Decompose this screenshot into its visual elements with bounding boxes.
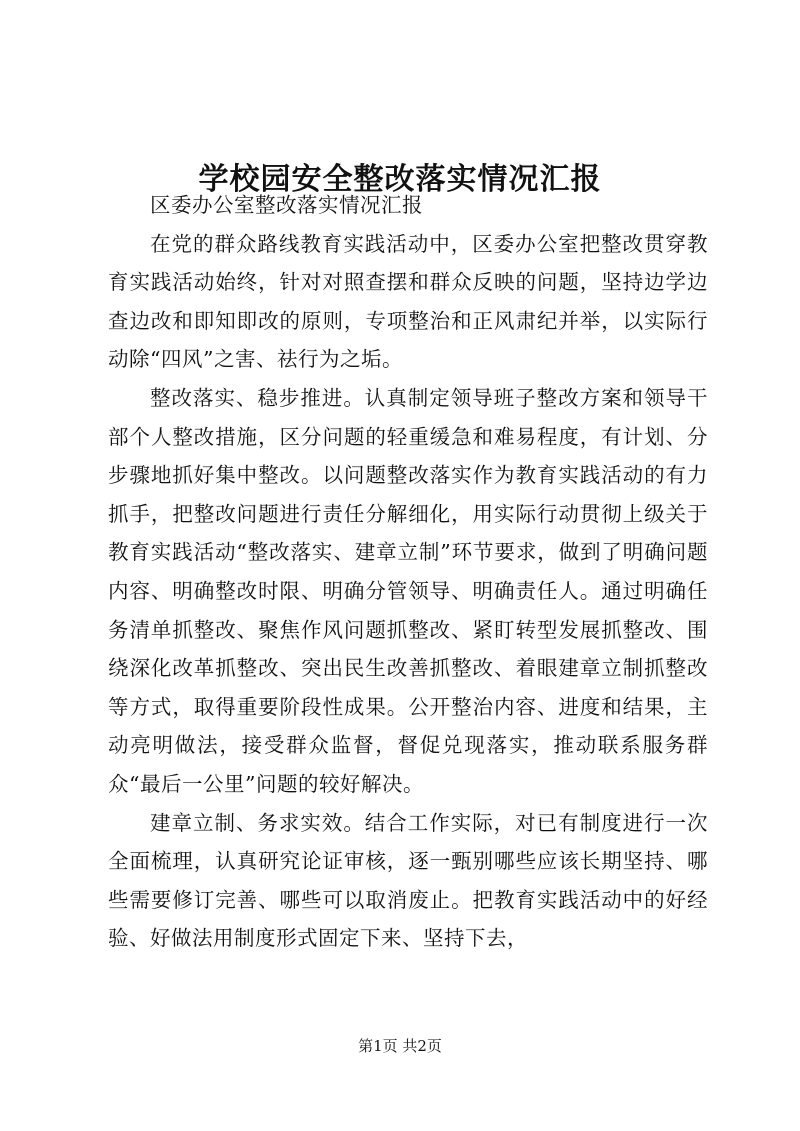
document-body bbox=[108, 186, 708, 958]
paragraph-subtitle: 区委办公室整改落实情况汇报 bbox=[150, 193, 423, 217]
paragraph-intro: 在党的群众路线教育实践活动中，区委办公室把整改贯穿教育实践活动始终，针对对照查摆和群众反映的问题，坚持边学边查边改和即知即改的原则，专项整治和正风肃纪并举，以实际行动除“四风”之害、祛行为之垢。 bbox=[108, 231, 708, 372]
paragraph-rectification: 整改落实、稳步推进。认真制定领导班子整改方案和领导干部个人整改措施，区分问题的轻重缓急和难易程度，有计划、分步骤地抓好集中整改。以问题整改落实作为教育实践活动的有力抓手，把整改问题进行责任分解细化，用实际行动贯彻上级关于教育实践活动“整改落实、建章立制”环节要求，做到了明确问题内容、明确整改时限、明确分管领导、明确责任人。通过明确任务清单抓整改、聚焦作风问题抓整改、紧盯转型发展抓整改、围绕深化改革抓整改、突出民生改善抓整改、着眼建章立制抓整改等方式，取得重要阶段性成果。公开整治内容、进度和结果，主动亮明做法，接受群众监督，督促兑现落实，推动联系服务群众“最后一公里”问题的较好解决。 bbox=[108, 385, 708, 796]
paragraph-institution-building: 建章立制、务求实效。结合工作实际，对已有制度进行一次全面梳理，认真研究论证审核，逐一甄别哪些应该长期坚持、哪些需要修订完善、哪些可以取消废止。把教育实践活动中的好经验、好做法用制度形式固定下来、坚持下去， bbox=[108, 810, 708, 951]
page-indicator: 第1页 共2页 bbox=[358, 1037, 442, 1055]
document-title: 学校园安全整改落实情况汇报 bbox=[198, 162, 602, 198]
